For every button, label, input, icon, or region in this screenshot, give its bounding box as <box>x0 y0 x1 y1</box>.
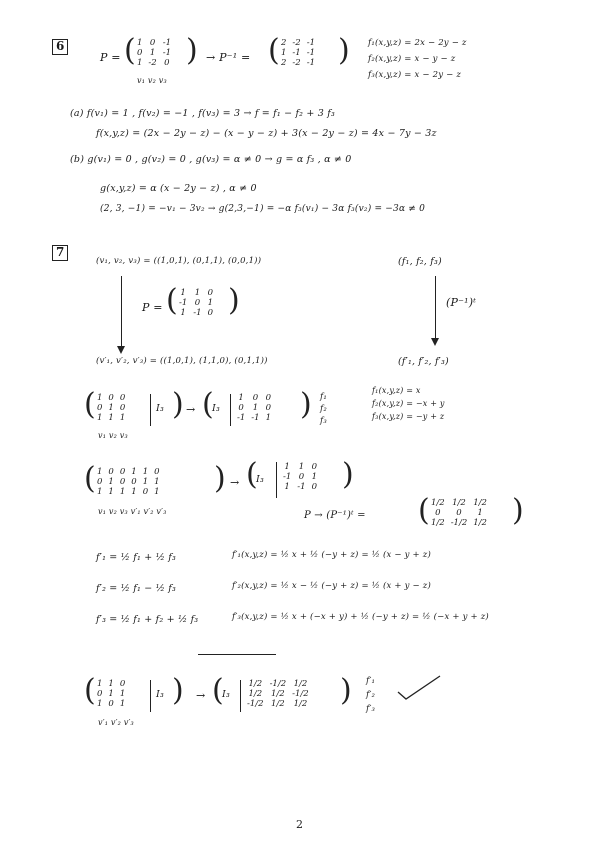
p7-aug1-paren-right: ) <box>172 387 184 422</box>
p7-aug3-separator <box>150 680 151 712</box>
p7-aug1-right-paren-right: ) <box>300 387 312 422</box>
p7-aug1-form-1: f₁(x,y,z) = x <box>372 386 421 395</box>
matrix-cell: 0 <box>252 393 259 403</box>
p7-aug1-separator <box>150 394 151 426</box>
p6-form-2: f₂(x,y,z) = x − y − z <box>368 54 456 64</box>
matrix-cell: 0 <box>207 308 213 318</box>
matrix-cell: 1 <box>97 679 103 689</box>
matrix-row <box>428 508 490 518</box>
matrix-cell: -1 <box>306 48 315 58</box>
matrix-row <box>94 413 128 423</box>
matrix-cell: -1 <box>193 308 202 318</box>
matrix-cell: 1 <box>207 298 213 308</box>
checkmark-icon <box>396 672 442 702</box>
p7-combo-form-3: f′₃(x,y,z) = ½ x + (−x + y) + ½ (−y + z) = ½ (−x + y + z) <box>232 612 489 622</box>
matrix-cell: 1 <box>97 413 103 423</box>
p6-part-a-line-1: (a) f(v₁) = 1 , f(v₂) = −1 , f(v₃) = 3 → f = f₁ − f₂ + 3 f₃ <box>70 108 335 119</box>
matrix-row <box>176 308 216 318</box>
p6-part-b-line-1: (b) g(v₁) = 0 , g(v₂) = 0 , g(v₃) = α ≠ 0 → g = α f₃ , α ≠ 0 <box>70 154 352 165</box>
matrix-cell: 2 <box>281 38 287 48</box>
matrix-row <box>134 48 174 58</box>
matrix-cell: 0 <box>149 38 156 48</box>
matrix-cell: 1 <box>131 467 137 477</box>
matrix-cell: 1 <box>311 472 317 482</box>
p7-aug2-right-separator <box>276 462 277 498</box>
p7-aug3-arrow: → <box>196 689 206 702</box>
p6-form-1: f₁(x,y,z) = 2x − 2y − z <box>368 38 467 48</box>
matrix-cell: 1 <box>119 689 126 699</box>
matrix-cell: 1/2 <box>473 498 487 508</box>
matrix-cell: 0 <box>97 477 103 487</box>
p7-aug2-paren-left: ( <box>84 461 96 496</box>
matrix-cell: -1 <box>283 472 292 482</box>
matrix-cell: 1 <box>238 393 244 403</box>
p7-aug1-label-3: f₃ <box>320 416 327 426</box>
matrix-row <box>278 48 318 58</box>
p7-aug3-right-separator <box>240 680 241 712</box>
matrix-cell: -1 <box>251 413 260 423</box>
matrix-cell: 1 <box>180 308 186 318</box>
p7-aug1-paren-left: ( <box>84 387 96 422</box>
matrix-cell: 1 <box>97 393 103 403</box>
matrix-cell: 1 <box>119 413 126 423</box>
matrix-cell: -1/2 <box>292 689 309 699</box>
matrix-cell: 0 <box>108 467 114 477</box>
p7-basis-bottom: (v′₁, v′₂, v′₃) = ((1,0,1), (1,1,0), (0,1,1)) <box>96 356 268 366</box>
matrix-cell: 2 <box>281 58 287 68</box>
matrix-cell: -1/2 <box>269 679 287 689</box>
matrix-row <box>94 679 128 689</box>
matrix-cell: 1 <box>97 699 103 709</box>
p7-aug2-left-matrix <box>94 467 163 497</box>
p7-aug3-label-3: f′₃ <box>366 704 376 714</box>
p7-aug2-right-paren-right: ) <box>342 457 354 492</box>
p7-P-label: P = <box>142 301 163 314</box>
problem-7-number: 7 <box>56 245 65 259</box>
matrix-cell: -1 <box>292 48 301 58</box>
p6-part-b-line-2: g(x,y,z) = α (x − 2y − z) , α ≠ 0 <box>100 183 257 194</box>
p7-aug1-right-matrix <box>234 393 274 423</box>
matrix-row <box>94 699 128 709</box>
p6-Pinv-label: → P⁻¹ = <box>206 51 251 64</box>
matrix-row <box>280 472 320 482</box>
matrix-cell: -1 <box>306 58 315 68</box>
matrix-cell: 0 <box>97 403 103 413</box>
p7-basis-top: (v₁, v₂, v₃) = ((1,0,1), (0,1,1), (0,0,1)) <box>96 256 262 266</box>
p7-aug1-form-3: f₃(x,y,z) = −y + z <box>372 412 445 421</box>
p6-form-3: f₃(x,y,z) = x − 2y − z <box>368 70 461 80</box>
p6-Pinv-matrix <box>278 38 318 68</box>
p7-aug1-label-2: f₂ <box>320 404 327 414</box>
p7-aug2-right-matrix <box>280 462 320 492</box>
matrix-row <box>234 413 274 423</box>
problem-6-number: 6 <box>56 39 65 53</box>
matrix-row <box>278 38 318 48</box>
matrix-row <box>234 403 274 413</box>
matrix-row <box>134 58 174 68</box>
matrix-cell: 1 <box>97 467 103 477</box>
matrix-row <box>428 518 490 528</box>
matrix-cell: 0 <box>435 508 441 518</box>
p7-aug3-label-1: f′₁ <box>366 676 376 686</box>
matrix-row <box>280 462 320 472</box>
p7-aug2-arrow: → <box>230 476 240 489</box>
matrix-cell: 1 <box>298 462 305 472</box>
matrix-cell: 0 <box>456 508 462 518</box>
p7-aug1-form-2: f₂(x,y,z) = −x + y <box>372 399 445 408</box>
p7-aug3-paren-left: ( <box>84 673 96 708</box>
matrix-cell: 1 <box>252 403 259 413</box>
matrix-row <box>94 393 128 403</box>
matrix-cell: 1 <box>281 48 287 58</box>
matrix-cell: 1 <box>142 467 149 477</box>
matrix-cell: 1/2 <box>293 679 308 689</box>
matrix-row <box>244 679 312 689</box>
p7-dual-bottom: (f′₁, f′₂, f′₃) <box>398 356 449 367</box>
matrix-cell: -1 <box>297 482 306 492</box>
p7-aug2-paren-right: ) <box>214 461 226 496</box>
matrix-row <box>94 689 128 699</box>
matrix-cell: 1 <box>154 477 160 487</box>
matrix-cell: 1/2 <box>271 699 285 709</box>
matrix-cell: 1 <box>265 413 271 423</box>
matrix-row <box>428 498 490 508</box>
p6-P-paren-left: ( <box>124 33 136 68</box>
p7-aug1-identity-right: I₃ <box>212 403 220 414</box>
matrix-cell: 1 <box>108 413 114 423</box>
p6-P-matrix <box>134 38 174 68</box>
matrix-cell: 0 <box>137 48 143 58</box>
matrix-cell: 1/2 <box>271 689 285 699</box>
matrix-row <box>94 487 163 497</box>
p7-P-paren-right: ) <box>228 283 240 318</box>
matrix-cell: 0 <box>119 477 126 487</box>
p7-aug3-columns: v′₁ v′₂ v′₃ <box>98 718 134 727</box>
p7-P-to-Pinvt: P → (P⁻¹)ᵗ = <box>304 510 366 521</box>
p7-aug2-identity: I₃ <box>256 474 264 485</box>
p7-right-down-arrow-shaft <box>435 276 436 340</box>
matrix-row <box>244 689 312 699</box>
p7-dual-top: (f₁, f₂, f₃) <box>398 256 442 267</box>
matrix-cell: 1 <box>477 508 483 518</box>
p7-Pinvt-matrix <box>428 498 490 528</box>
matrix-cell: 0 <box>311 462 317 472</box>
matrix-row <box>176 288 216 298</box>
p7-left-down-arrow-shaft <box>121 276 122 348</box>
p7-combo-3: f′₃ = ½ f₁ + f₂ + ½ f₃ <box>96 614 199 625</box>
matrix-cell: -1 <box>162 38 171 48</box>
p7-P-paren-left: ( <box>166 283 178 318</box>
p7-aug3-identity-right: I₃ <box>222 689 230 700</box>
p7-aug3-right-paren-right: ) <box>340 673 352 708</box>
matrix-cell: 0 <box>108 393 114 403</box>
matrix-cell: -1/2 <box>450 518 468 528</box>
matrix-row <box>94 467 163 477</box>
matrix-cell: 1 <box>108 689 114 699</box>
matrix-cell: 0 <box>164 58 170 68</box>
matrix-cell: 1 <box>137 58 143 68</box>
p7-Pinv-t-label: (P⁻¹)ᵗ <box>446 296 477 309</box>
matrix-cell: 0 <box>154 467 160 477</box>
matrix-cell: -2 <box>148 58 157 68</box>
p7-aug1-left-matrix <box>94 393 128 423</box>
matrix-cell: -1 <box>306 38 315 48</box>
matrix-cell: 0 <box>97 689 103 699</box>
matrix-row <box>244 699 312 709</box>
matrix-cell: 1/2 <box>248 679 263 689</box>
matrix-cell: 1 <box>180 288 186 298</box>
matrix-cell: 1 <box>108 487 114 497</box>
p7-combo-form-1: f′₁(x,y,z) = ½ x + ½ (−y + z) = ½ (x − y + z) <box>232 550 431 560</box>
matrix-cell: 0 <box>311 482 317 492</box>
matrix-row <box>94 403 128 413</box>
matrix-cell: 1 <box>154 487 160 497</box>
p7-aug3-right-matrix <box>244 679 312 709</box>
p6-part-a-line-2: f(x,y,z) = (2x − 2y − z) − (x − y − z) + 3(x − 2y − z) = 4x − 7y − 3z <box>96 128 437 139</box>
matrix-cell: 0 <box>119 393 126 403</box>
matrix-cell: 0 <box>108 699 114 709</box>
p6-Pinv-paren-left: ( <box>268 33 280 68</box>
matrix-cell: -2 <box>292 58 301 68</box>
matrix-row <box>176 298 216 308</box>
matrix-cell: 1 <box>131 487 137 497</box>
matrix-cell: 1 <box>108 477 114 487</box>
matrix-cell: 0 <box>298 472 305 482</box>
p6-Pinv-paren-right: ) <box>338 33 350 68</box>
matrix-cell: 0 <box>207 288 213 298</box>
p7-aug3-label-2: f′₂ <box>366 690 376 700</box>
matrix-cell: 1 <box>119 699 126 709</box>
matrix-cell: 0 <box>265 393 271 403</box>
p7-combo-form-2: f′₂(x,y,z) = ½ x − ½ (−y + z) = ½ (x + y − z) <box>232 581 431 591</box>
p7-Pinvt-paren-right: ) <box>512 493 524 528</box>
matrix-row <box>234 393 274 403</box>
matrix-cell: 1/2 <box>431 498 445 508</box>
p7-P-matrix <box>176 288 216 318</box>
matrix-cell: 1/2 <box>452 498 466 508</box>
matrix-cell: 0 <box>238 403 244 413</box>
p7-aug1-identity: I₃ <box>156 403 164 414</box>
matrix-row <box>94 477 163 487</box>
p7-aug3-paren-right: ) <box>172 673 184 708</box>
matrix-cell: 1 <box>137 38 143 48</box>
matrix-cell: -1 <box>179 298 188 308</box>
matrix-cell: 1 <box>142 477 149 487</box>
p7-aug1-right-separator <box>230 394 231 426</box>
p7-combo-1: f′₁ = ½ f₁ + ½ f₃ <box>96 552 176 563</box>
p6-P-label: P = <box>100 51 121 64</box>
matrix-cell: 0 <box>142 487 149 497</box>
matrix-cell: 1 <box>119 487 126 497</box>
p7-aug2-right-paren-left: ( <box>246 457 258 492</box>
matrix-cell: -1 <box>237 413 246 423</box>
matrix-cell: -1/2 <box>247 699 264 709</box>
p7-right-down-arrow-head <box>431 338 439 346</box>
matrix-cell: 1 <box>194 288 201 298</box>
p6-P-paren-right: ) <box>186 33 198 68</box>
p7-aug1-right-paren-left: ( <box>202 387 214 422</box>
p7-aug3-right-paren-left: ( <box>212 673 224 708</box>
matrix-cell: -2 <box>292 38 301 48</box>
p6-part-b-line-3: (2, 3, −1) = −v₁ − 3v₂ → g(2,3,−1) = −α f₃(v₁) − 3α f₃(v₂) = −3α ≠ 0 <box>100 204 426 214</box>
matrix-cell: 1 <box>284 482 290 492</box>
matrix-cell: 0 <box>131 477 137 487</box>
matrix-cell: -1 <box>162 48 171 58</box>
p7-aug1-columns: v₁ v₂ v₃ <box>98 431 128 440</box>
matrix-row <box>280 482 320 492</box>
matrix-cell: 1/2 <box>293 699 308 709</box>
matrix-cell: 1 <box>108 679 114 689</box>
matrix-row <box>278 58 318 68</box>
matrix-cell: 1 <box>149 48 156 58</box>
p6-P-columns: v₁ v₂ v₃ <box>137 76 167 85</box>
p7-left-down-arrow-head <box>117 346 125 354</box>
matrix-row <box>134 38 174 48</box>
p7-combo-2: f′₂ = ½ f₁ − ½ f₃ <box>96 583 176 594</box>
matrix-cell: 0 <box>119 403 126 413</box>
matrix-cell: 0 <box>119 467 126 477</box>
matrix-cell: 1 <box>284 462 290 472</box>
p7-aug1-arrow: → <box>186 403 196 416</box>
p7-aug1-label-1: f₁ <box>320 392 327 402</box>
matrix-cell: 0 <box>119 679 126 689</box>
matrix-cell: 1 <box>97 487 103 497</box>
page-number: 2 <box>296 818 303 831</box>
matrix-cell: 0 <box>265 403 271 413</box>
p7-Pinvt-paren-left: ( <box>418 493 430 528</box>
p7-aug3-identity: I₃ <box>156 689 164 700</box>
matrix-cell: 1/2 <box>431 518 445 528</box>
separator-line <box>198 654 276 655</box>
matrix-cell: 1/2 <box>473 518 487 528</box>
p7-aug3-left-matrix <box>94 679 128 709</box>
p7-aug2-columns: v₁ v₂ v₃ v′₁ v′₂ v′₃ <box>98 507 167 516</box>
matrix-cell: 1/2 <box>248 689 263 699</box>
matrix-cell: 1 <box>108 403 114 413</box>
matrix-cell: 0 <box>194 298 201 308</box>
